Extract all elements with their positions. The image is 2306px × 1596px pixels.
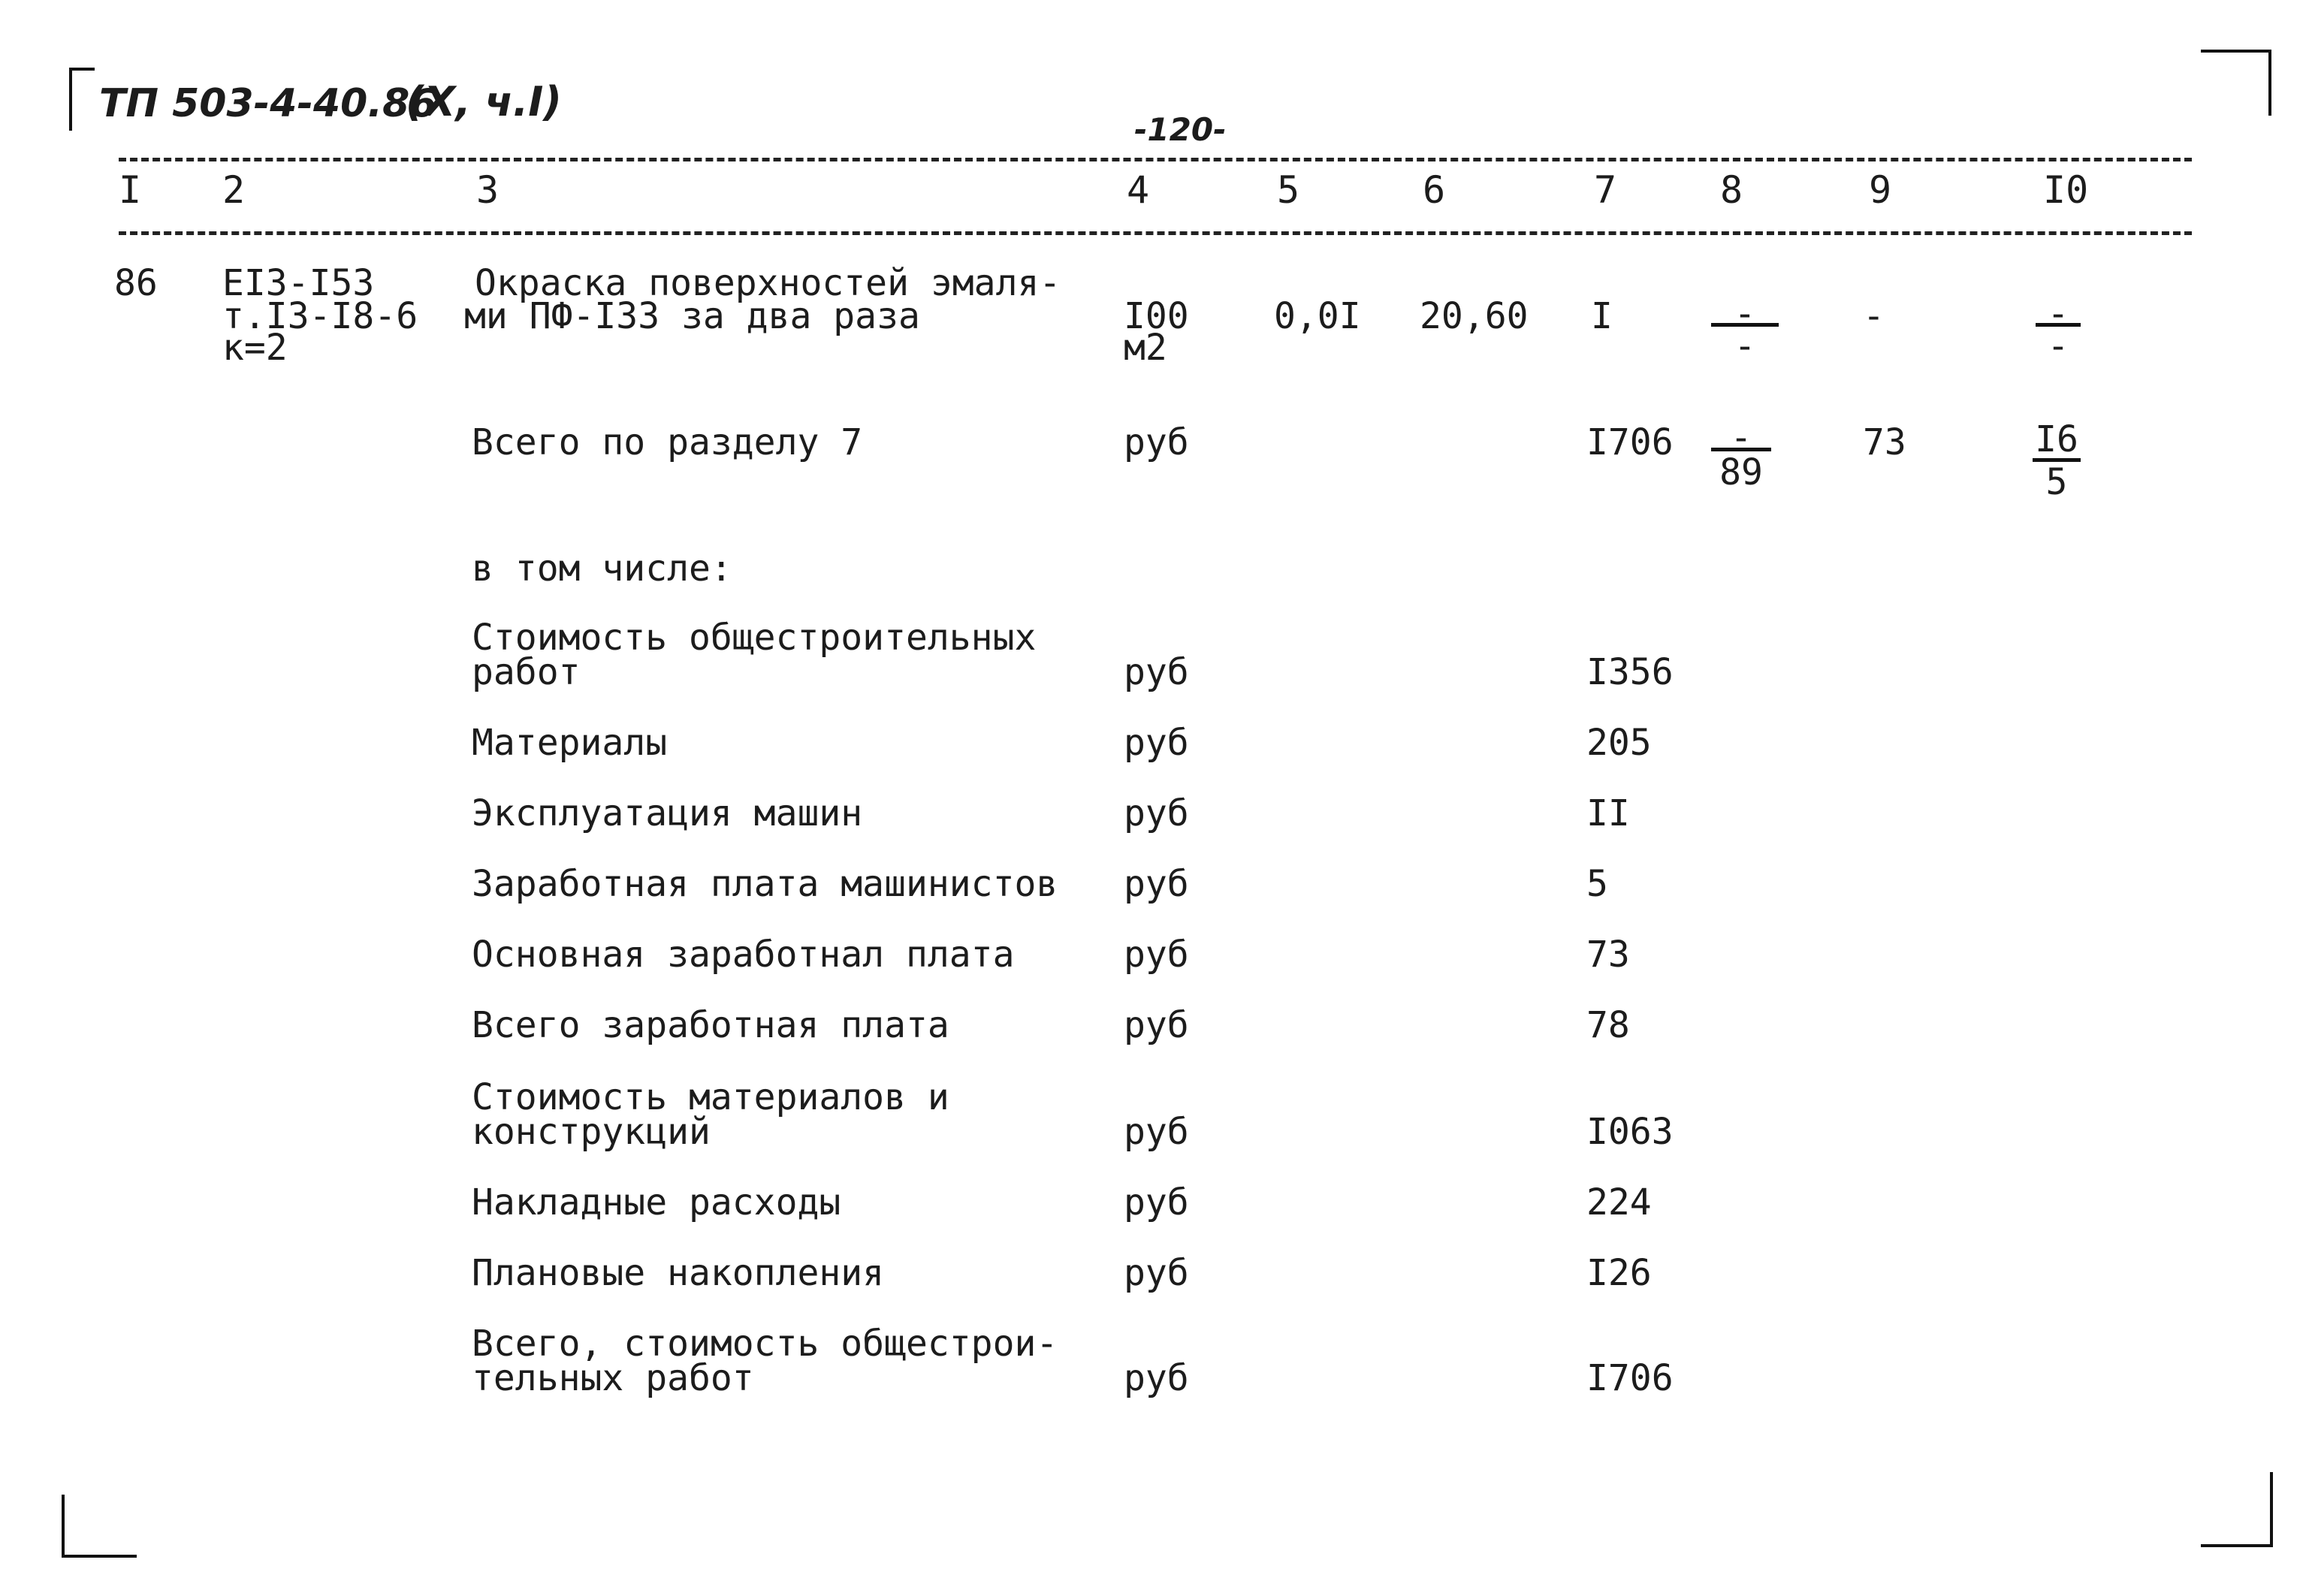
breakdown-value: 224 <box>1586 1181 1652 1223</box>
breakdown-value: 5 <box>1586 863 1608 905</box>
breakdown-value: 73 <box>1586 934 1630 976</box>
item-col8-bottom: - <box>1734 325 1756 367</box>
item-code-line-1: EI3-I53 <box>222 262 375 304</box>
breakdown-label: Стоимость материалов и <box>472 1076 949 1118</box>
document-part: (Х, ч.I) <box>406 78 562 125</box>
item-description-line-2: ми ПФ-I33 за два раза <box>464 295 920 337</box>
item-unit-price: 20,60 <box>1420 295 1529 337</box>
col-header-6: 6 <box>1423 168 1446 212</box>
breakdown-label: Материалы <box>472 722 668 764</box>
header-top-rule <box>119 158 2192 161</box>
col-header-1: I <box>119 168 142 212</box>
breakdown-label-continuation: работ <box>472 651 581 693</box>
breakdown-unit: руб <box>1124 1004 1189 1046</box>
item-quantity: 0,0I <box>1274 295 1361 337</box>
breakdown-label: Стоимость общестроительных <box>472 617 1037 659</box>
breakdown-value: 205 <box>1586 722 1652 764</box>
col-header-9: 9 <box>1869 168 1892 212</box>
breakdown-label-continuation: конструкций <box>472 1111 711 1153</box>
item-col10-bottom: - <box>2047 325 2069 367</box>
section-total-unit: руб <box>1124 421 1189 463</box>
breakdown-unit: руб <box>1124 1357 1189 1399</box>
col-header-8: 8 <box>1720 168 1743 212</box>
breakdown-label: Всего заработная плата <box>472 1004 949 1046</box>
breakdown-unit: руб <box>1124 1181 1189 1223</box>
document-code: ТП 503-4-40.86 <box>99 81 437 126</box>
col-header-7: 7 <box>1594 168 1617 212</box>
breakdown-unit: руб <box>1124 792 1189 834</box>
page-number: -120- <box>1134 111 1227 148</box>
col-header-4: 4 <box>1127 168 1150 212</box>
breakdown-value: II <box>1586 792 1630 834</box>
item-total: I <box>1591 295 1613 337</box>
item-col9: - <box>1863 295 1885 337</box>
section-total-col10-bottom: 5 <box>2045 461 2068 503</box>
section-total-col8-top: - <box>1730 417 1752 459</box>
section-total-col8-fraction <box>1711 417 1771 493</box>
breakdown-unit: руб <box>1124 863 1189 905</box>
corner-mark-top-left <box>69 68 95 131</box>
breakdown-value: I063 <box>1586 1111 1674 1153</box>
col-header-5: 5 <box>1277 168 1300 212</box>
item-col10-fraction <box>2036 293 2081 367</box>
breakdown-unit: руб <box>1124 934 1189 976</box>
section-total-col9: 73 <box>1863 421 1906 463</box>
breakdown-value: I706 <box>1586 1357 1674 1399</box>
col-header-3: 3 <box>476 168 500 212</box>
item-unit-line-1: I00 <box>1124 295 1189 337</box>
corner-mark-bottom-right <box>2201 1472 2273 1547</box>
item-col10-top: - <box>2047 293 2069 335</box>
item-code-line-3: к=2 <box>222 327 288 369</box>
breakdown-label: Накладные расходы <box>472 1181 841 1223</box>
breakdown-unit: руб <box>1124 1111 1189 1153</box>
item-description-line-1: Окраска поверхностей эмаля- <box>475 262 1061 304</box>
col-header-2: 2 <box>222 168 246 212</box>
section-total-col8-bottom: 89 <box>1719 451 1763 493</box>
section-total-col7: I706 <box>1586 421 1674 463</box>
section-total-col10-fraction <box>2033 418 2081 503</box>
breakdown-label: Плановые накопления <box>472 1252 885 1294</box>
breakdown-value: I356 <box>1586 651 1674 693</box>
corner-mark-top-right <box>2201 50 2271 116</box>
section-total-col10-top: I6 <box>2035 418 2078 460</box>
item-unit-line-2: м2 <box>1124 327 1167 369</box>
corner-mark-bottom-left <box>62 1495 137 1558</box>
item-col8-top: - <box>1734 293 1756 335</box>
breakdown-value: 78 <box>1586 1004 1630 1046</box>
item-col8-fraction <box>1711 293 1779 367</box>
breakdown-unit: руб <box>1124 651 1189 693</box>
breakdown-unit: руб <box>1124 1252 1189 1294</box>
breakdown-label: Всего, стоимость общестрои- <box>472 1323 1058 1365</box>
breakdown-label: Заработная плата машинистов <box>472 863 1058 905</box>
including-label: в том числе: <box>472 548 732 590</box>
item-code-line-2: т.I3-I8-6 <box>222 295 418 337</box>
header-bottom-rule <box>119 231 2192 235</box>
item-number: 86 <box>114 262 158 304</box>
breakdown-label: Основная заработнал плата <box>472 934 1015 976</box>
breakdown-label: Эксплуатация машин <box>472 792 863 834</box>
breakdown-unit: руб <box>1124 722 1189 764</box>
section-total-label: Всего по разделу 7 <box>472 421 863 463</box>
col-header-10: I0 <box>2043 168 2089 212</box>
breakdown-label-continuation: тельных работ <box>472 1357 754 1399</box>
breakdown-value: I26 <box>1586 1252 1652 1294</box>
